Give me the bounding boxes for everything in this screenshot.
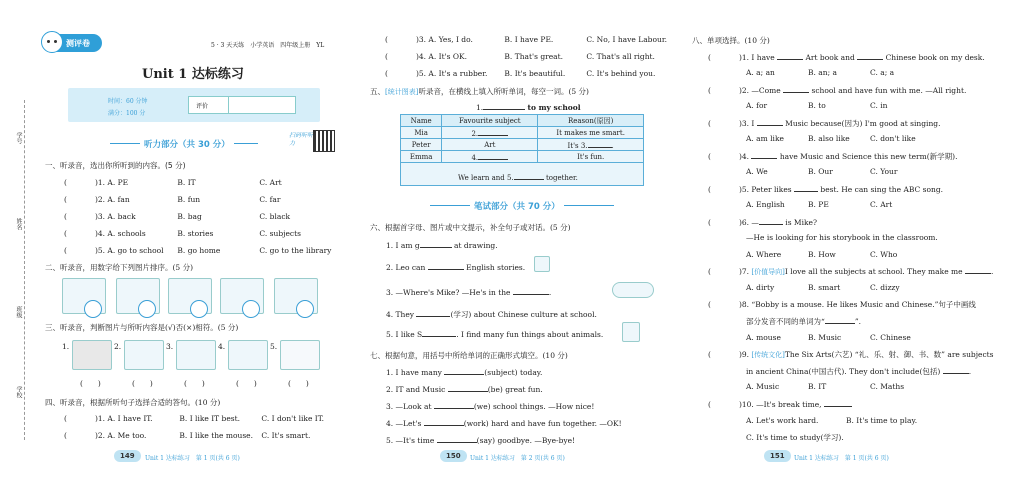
page-number-149: 149	[114, 450, 141, 462]
mc-question-2: ( )2. —Come school and have fun with me. —All right.	[708, 86, 967, 95]
mc-options-4: A. We B. Our C. Your	[746, 167, 898, 176]
qr-code-icon[interactable]	[313, 130, 335, 152]
mc-question-4: ( )4. have Music and Science this new term(新学期).	[708, 152, 958, 161]
mc-question-5: ( )5. Peter likes best. He can sing the ABC song.	[708, 185, 944, 194]
margin-label-class: 班级	[15, 306, 22, 318]
answer-parens[interactable]: ( )	[288, 379, 309, 388]
answer-circle[interactable]	[84, 300, 102, 318]
picture-girl-singing	[228, 340, 268, 370]
answer-parens[interactable]: ( )	[80, 379, 101, 388]
list-item: 5. —It's time (say) goodbye. —Bye-bye!	[386, 436, 576, 445]
section6-title: 六、根据首字母、图片或中文提示，补全句子或对话。(5 分)	[370, 223, 571, 232]
picture-boy-reading-small	[534, 256, 550, 272]
page-title: Unit 1 达标练习	[142, 67, 244, 82]
pic-number: 1.	[62, 342, 70, 351]
section2-title: 二、听录音，用数字给下列图片排序。(5 分)	[45, 263, 194, 272]
time-label: 时间：60 分钟	[108, 98, 148, 105]
mc-question-8: ( )8. “Bobby is a mouse. He likes Music and Chinese.”句子中画线	[708, 300, 976, 309]
mc-options-7: A. dirty B. smart C. dizzy	[746, 283, 900, 292]
list-item: 3. —Look at (we) school things. —How nice!	[386, 402, 595, 411]
section8-title: 八、单项选择。(10 分)	[692, 36, 770, 45]
answer-parens[interactable]: ( )	[184, 379, 205, 388]
answer-circle[interactable]	[242, 300, 260, 318]
list-item: 2. Leo can English stories.	[386, 263, 526, 272]
list-item: ( )4. A. It's OK. B. That's great. C. That's all right.	[385, 52, 655, 61]
picture-blackboard	[72, 340, 112, 370]
list-item: 1. I have many (subject) today.	[386, 368, 543, 377]
mc-question-6-sub: —He is looking for his storybook in the classroom.	[746, 233, 938, 242]
mc-question-1: ( )1. I have Art book and Chinese book on my desk.	[708, 53, 985, 62]
mc-question-9: ( )9. [传统文化]The Six Arts(六艺) “礼、乐、射、御、书、数” are subjects	[708, 350, 994, 359]
mc-options-9: A. Music B. IT C. Maths	[746, 382, 905, 391]
list-item: 2. IT and Music (be) great fun.	[386, 385, 543, 394]
table-header: Favourite subject	[442, 115, 538, 127]
list-item: ( )5. A. go to school B. go home C. go to the library	[64, 246, 332, 255]
list-item: 1. I am g at drawing.	[386, 241, 498, 250]
page-number-150: 150	[440, 450, 467, 462]
list-item: ( )3. A. back B. bag C. black	[64, 212, 291, 221]
mc-options-10: A. Let's work hard. B. It's time to play.	[746, 416, 918, 425]
mc-options-6: A. Where B. How C. Who	[746, 250, 898, 259]
answer-circle[interactable]	[190, 300, 208, 318]
table-title: 1. to my school	[476, 103, 581, 112]
test-badge: 测评卷	[44, 34, 102, 52]
list-item: 4. —Let's (work) hard and have fun together. —OK!	[386, 419, 622, 428]
picture-timetable	[280, 340, 320, 370]
mc-question-6: ( )6. — is Mike?	[708, 218, 818, 227]
section3-title: 三、听录音，判断图片与所听内容是(√)否(×)相符。(5 分)	[45, 323, 239, 332]
list-item: ( )2. A. Me too. B. I like the mouse. C. It's smart.	[64, 431, 311, 440]
answer-parens[interactable]: ( )	[132, 379, 153, 388]
list-item: 3. —Where's Mike? —He's in the .	[386, 288, 552, 297]
mc-options-10-c: C. It's time to study(学习).	[746, 433, 844, 442]
answer-circle[interactable]	[138, 300, 156, 318]
pic-number: 4.	[218, 342, 226, 351]
mc-options-5: A. English B. PE C. Art	[746, 200, 893, 209]
badge-face-icon	[41, 31, 63, 53]
mc-options-3: A. am like B. also like C. don't like	[746, 134, 916, 143]
answer-circle[interactable]	[296, 300, 314, 318]
writing-header: 笔试部分（共 70 分）	[400, 198, 644, 214]
page-number-151: 151	[764, 450, 791, 462]
mc-question-3: ( )3. I Music because(因为) I'm good at singing.	[708, 119, 941, 128]
page-footer-2: Unit 1 达标练习 第 2 页(共 6 页)	[470, 455, 565, 462]
section5-tag: [统计图表]	[385, 88, 419, 96]
picture-classroom	[124, 340, 164, 370]
margin-label-school: 学校	[15, 386, 22, 398]
series-label: 5 · 3 天天练 小学英语 四年级上册 YL	[211, 42, 325, 49]
pic-number: 5.	[270, 342, 278, 351]
info-box	[68, 88, 320, 122]
mc-question-8-line2: 部分发音不同的单词为“ ”.	[746, 317, 862, 326]
list-item: 5. I like S . I find many fun things about animals.	[386, 330, 604, 339]
mc-options-2: A. for B. to C. in	[746, 101, 888, 110]
page-footer-3: Unit 1 达标练习 第 1 页(共 6 页)	[794, 455, 889, 462]
mc-question-10: ( )10. —It's break time,	[708, 399, 852, 409]
section7-title: 七、根据句意，用括号中所给单词的正确形式填空。(10 分)	[370, 351, 568, 360]
section4-title: 四、听录音，根据所听句子选择合适的答句。(10 分)	[45, 398, 221, 407]
mc-options-1: A. a; an B. an; a C. a; a	[746, 68, 895, 77]
table-header: Name	[401, 115, 442, 127]
table-header: Reason(原因)	[538, 115, 644, 127]
qr-label: 扫码听听力	[289, 132, 314, 147]
answer-parens[interactable]: ( )	[236, 379, 257, 388]
favourite-subject-table	[400, 114, 644, 163]
table-row: Mia 2. It makes me smart.	[401, 127, 644, 139]
pic-number: 3.	[166, 342, 174, 351]
list-item: ( )3. A. Yes, I do. B. I have PE. C. No, I have Labour.	[385, 35, 667, 44]
list-item: ( )2. A. fan B. fun C. far	[64, 195, 281, 204]
picture-playground	[612, 282, 654, 298]
list-item: 4. They (学习) about Chinese culture at school.	[386, 310, 597, 319]
list-item: ( )1. A. I have IT. B. I like IT best. C. I don't like IT.	[64, 414, 325, 423]
table-footer: We learn and 5. together.	[458, 174, 578, 182]
mc-options-8: A. mouse B. Music C. Chinese	[746, 333, 911, 342]
score-label: 满分：100 分	[108, 110, 146, 117]
list-item: ( )1. A. PE B. IT C. Art	[64, 178, 282, 187]
pic-number: 2.	[114, 342, 122, 351]
cut-line	[24, 100, 25, 440]
margin-label-name: 姓名	[15, 218, 22, 230]
mc-question-7: ( )7. [价值导向]I love all the subjects at school. They make me .	[708, 267, 994, 276]
picture-girl-science	[622, 322, 640, 342]
table-row: Peter Art It's 3. .	[401, 139, 644, 151]
margin-label-student-id: 学号	[15, 132, 22, 144]
mc-question-9-line2: in ancient China(中国古代). They don't include(包括) .	[746, 367, 972, 376]
section1-title: 一、听录音，选出你所听到的内容。(5 分)	[45, 161, 186, 170]
list-item: ( )5. A. It's a rubber. B. It's beautiful. C. It's behind you.	[385, 69, 656, 78]
page-footer-1: Unit 1 达标练习 第 1 页(共 6 页)	[145, 455, 240, 462]
section5-title-text: 五、[统计图表]听录音，在横线上填入所听单词，每空一词。(5 分)	[370, 87, 589, 96]
list-item: ( )4. A. schools B. stories C. subjects	[64, 229, 301, 238]
listening-header: 听力部分（共 30 分）	[110, 136, 258, 152]
eval-label: 评价	[196, 103, 209, 110]
picture-computer-mouse	[176, 340, 216, 370]
table-row: Emma 4. It's fun.	[401, 151, 644, 163]
